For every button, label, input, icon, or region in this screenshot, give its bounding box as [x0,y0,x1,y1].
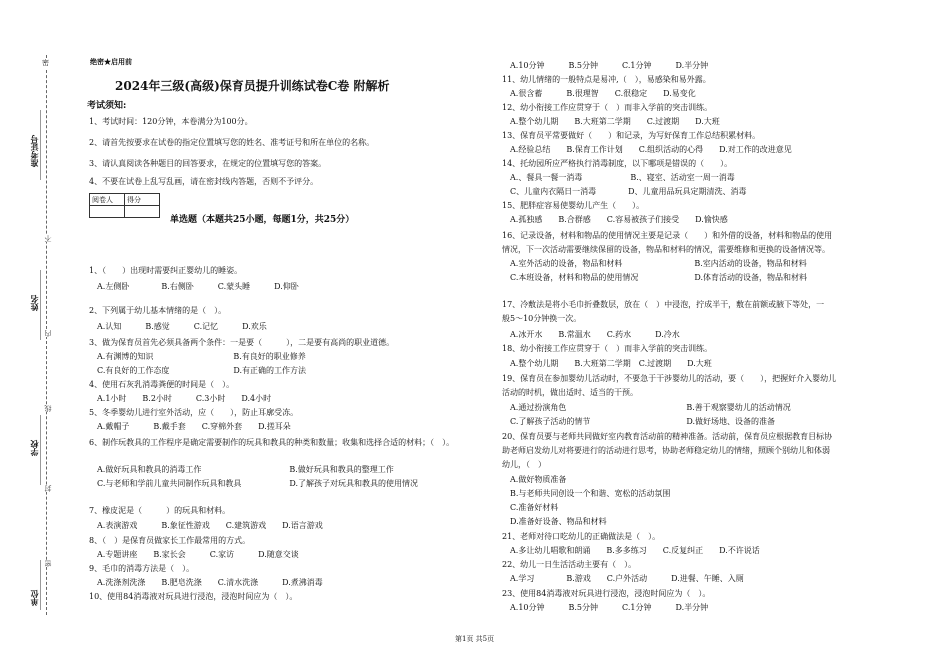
label-exam-number: 准考证号 [29,135,39,167]
option-line: A.多让幼儿唱歌和朗诵 B.多多练习 C.反复纠正 D.不许说话 [502,546,760,555]
page-number: 第1页 共5页 [455,635,495,643]
label-name: 姓名 [29,295,39,311]
question-line: 1、（ ）出现时需要纠正婴幼儿的睡姿。 [89,266,243,275]
score-table-cell[interactable] [90,206,125,218]
question-line: 情况，下一次活动需要继续保留的设备，物品和材料的情况，需要维修和更换的设备情况等。 [502,245,830,254]
option-line: A.室外活动的设备，物品和材料 B.室内活动的设备，物品和材料 [502,259,807,268]
seal-char: 线 [44,405,52,412]
question-line: 8、（ ）是保育员做家长工作最常用的方式。 [89,536,251,545]
seal-char: 封 [44,485,52,492]
question-line: 5、冬季婴幼儿进行室外活动，应（ ），防止耳廓受冻。 [89,408,299,417]
option-line: A.、餐具一餐一消毒 B.、寝室、活动室一周一消毒 [502,173,735,182]
option-line: A.学习 B.游戏 C.户外活动 D.进餐、午睡、入厕 [502,574,744,583]
secret-mark: 绝密★启用前 [90,57,132,66]
question-line: 4、使用石灰乳消毒粪便的时间是（ ）。 [89,380,235,389]
option-line: A.做好玩具和教具的消毒工作 B.做好玩具和教具的整理工作 [89,465,394,474]
question-line: 幼儿，（ ） [502,460,546,469]
fill-line-unit [40,560,42,610]
option-line: C、儿童内衣隔日一消毒 D、儿童用品玩具定期清洗、消毒 [502,187,747,196]
option-line: A.10分钟 B.5分钟 C.1分钟 D.半分钟 [502,61,709,70]
question-line: 15、肥胖症容易使婴幼儿产生（ ）。 [502,201,645,210]
question-line: 般5～10分钟换一次。 [502,314,582,323]
seal-char: 密 [44,560,52,567]
option-line: A.左侧卧 B.右侧卧 C.蒙头睡 D.仰卧 [89,282,299,291]
option-line: A.表演游戏 B.象征性游戏 C.建筑游戏 D.语言游戏 [89,521,323,530]
notice-title: 考试须知: [87,101,127,111]
question-line: 21、老师对待口吃幼儿的正确做法是（ ）。 [502,532,661,541]
question-line: 7、橡皮泥是（ ）的玩具和材料。 [89,506,231,515]
page-title: 2024年三级(高级)保育员提升训练试卷C卷 附解析 [115,79,390,93]
question-line: 9、毛巾的消毒方法是（ ）。 [89,564,195,573]
option-line: A.很含蓄 B.很理智 C.很稳定 D.易变化 [502,89,696,98]
label-school: 学校 [29,440,39,456]
notice-line: 4、不要在试卷上乱写乱画，请在密封线内答题，否则不予评分。 [89,177,319,186]
option-line: A.洗涤剂洗涤 B.肥皂洗涤 C.清水洗涤 D.煮沸消毒 [89,578,323,587]
option-line: A.1小时 B.2小时 C.3小时 D.4小时 [89,394,272,403]
notice-line: 3、请认真阅读各种题目的回答要求，在规定的位置填写您的答案。 [89,159,327,168]
option-line: C.与老师和学前儿童共同制作玩具和教具 D.了解孩子对玩具和教具的使用情况 [89,479,419,488]
option-line: A.整个幼儿期 B.大班第二学期 C.过渡期 D.大班 [502,117,720,126]
question-line: 18、幼小衔接工作应贯穿于（ ）而非入学前的突击训练。 [502,344,713,353]
fill-line-school [40,415,42,485]
option-line: C.有良好的工作态度 D.有正确的工作方法 [89,366,307,375]
option-line: A.冰开水 B.常温水 C.药水 D.冷水 [502,330,680,339]
option-line: A.整个幼儿期 B.大班第二学期 C.过渡期 D.大班 [502,359,712,368]
option-line: A.10分钟 B.5分钟 C.1分钟 D.半分钟 [502,603,709,612]
question-line: 6、制作玩教具的工作程序是确定需要制作的玩具和教具的种类和数量；收集和选择合适的材料；（ ）。 [89,438,455,447]
question-line: 20、保育员要与老师共同做好室内教育活动前的精神准备。活动前，保育员应根据教育目标协 [502,432,833,441]
label-unit: 单位 [29,590,39,606]
question-line: 23、使用84消毒液对玩具进行浸泡，浸泡时间应为（ ）。 [502,589,711,598]
question-line: 12、幼小衔接工作应贯穿于（ ）而非入学前的突击训练。 [502,103,713,112]
question-line: 11、幼儿情绪的一般特点是易冲,（ ），易感染和易外露。 [502,75,711,84]
question-line: 3、做为保育员首先必须具备两个条件：一是要（ ），二是要有高尚的职业道德。 [89,338,395,347]
section-heading: 单选题（本题共25小题，每题1分，共25分） [170,215,355,225]
option-line: A.戴帽子 B.戴手套 C.穿棉外套 D.搓耳朵 [89,422,291,431]
option-line: A.做好物质准备 [502,475,567,484]
option-line: B.与老师共同创设一个和谐、宽松的活动氛围 [502,489,671,498]
option-line: A.通过扮演角色 B.善于观察婴幼儿的活动情况 [502,403,791,412]
question-line: 22、幼儿一日生活活动主要有（ ）。 [502,560,637,569]
score-table-cell[interactable] [125,206,160,218]
option-line: A.有渊博的知识 B.有良好的职业修养 [89,352,306,361]
seal-char: 不 [44,235,52,242]
score-table-header: 阅卷人 [90,194,125,206]
option-line: A.经验总结 B.保育工作计划 C.组织活动的心得 D.对工作的改进意见 [502,145,792,154]
question-line: 2、下列属于幼儿基本情绪的是（ ）。 [89,306,227,315]
notice-line: 2、请首先按要求在试卷的指定位置填写您的姓名、准考证号和所在单位的名称。 [89,138,375,147]
score-table-header: 得分 [125,194,160,206]
question-line: 17、冷敷法是将小毛巾折叠数层，放在（ ）中浸泡，拧成半干，敷在前额或腋下等处，一 [502,300,825,309]
question-line: 活动的时机，做出适时、适当的干预。 [502,388,638,397]
question-line: 14、托幼园所应严格执行消毒制度，以下哪项是错误的（ ）。 [502,159,733,168]
option-line: C.了解孩子活动的情节 D.做好场地、设备的准备 [502,417,776,426]
question-line: 16、记录设备，材料和物品的使用情况主要是记录（ ）和外借的设备，材料和物品的使用 [502,231,833,240]
option-line: A.孤独感 B.合群感 C.容易被孩子们接受 D.愉快感 [502,215,728,224]
option-line: C.准备好材料 [502,503,559,512]
notice-line: 1、考试时间：120分钟，本卷满分为100分。 [89,117,253,126]
seal-char: 内 [44,330,52,337]
fill-line-name [40,270,42,340]
option-line: A.专题讲座 B.家长会 C.家访 D.随意交谈 [89,550,299,559]
score-table [89,193,160,218]
fill-line-exam-number [40,110,42,180]
option-line: C.本班设备，材料和物品的使用情况 D.体育活动的设备，物品和材料 [502,273,808,282]
question-line: 助老师启发幼儿对将要进行的活动进行思考，协助老师稳定幼儿的情绪，照顾个别幼儿和体弱 [502,446,830,455]
question-line: 13、保育员平常要做好（ ）和记录，为写好保育工作总结积累材料。 [502,131,761,140]
question-line: 10、使用84消毒液对玩具进行浸泡，浸泡时间应为（ ）。 [89,592,298,601]
binding-top-mark: 密 [42,59,49,67]
option-line: A.认知 B.感觉 C.记忆 D.欢乐 [89,322,267,331]
option-line: D.准备好设备、物品和材料 [502,517,607,526]
question-line: 19、保育员在参加婴幼儿活动时，不要急于干涉婴幼儿的活动，要（ ），把握好介入婴幼儿 [502,374,837,383]
